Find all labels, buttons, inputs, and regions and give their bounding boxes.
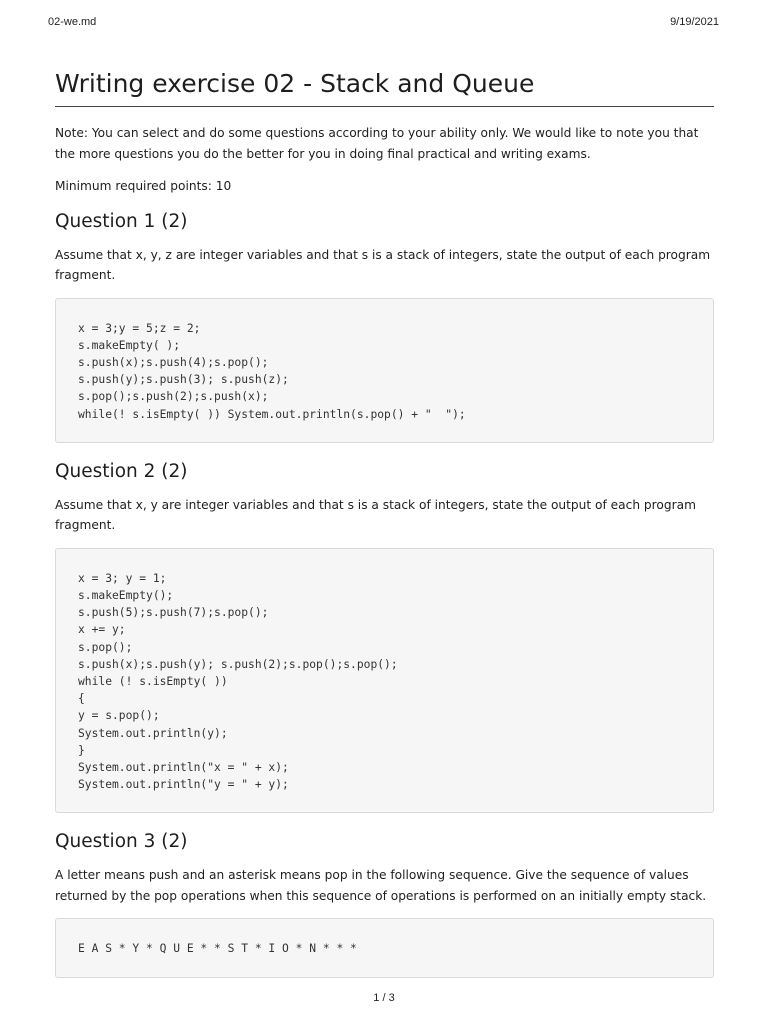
code-line: x = 3;y = 5;z = 2;	[78, 321, 201, 335]
code-line: s.makeEmpty( );	[78, 338, 181, 352]
code-line: while(! s.isEmpty( )) System.out.println(s.pop() + " ");	[78, 407, 466, 421]
question-1-text: Assume that x, y, z are integer variables and that s is a stack of integers, state the output of each program fragment.	[55, 247, 711, 282]
minimum-points: Minimum required points: 10	[55, 179, 232, 193]
document-content	[55, 68, 714, 978]
code-line: System.out.println("y = " + y);	[78, 778, 289, 792]
note-paragraph: Note: You can select and do some questions according to your ability only. We would like to note you that the more questions you do the better for you in doing final practical and writing exams.	[55, 126, 699, 161]
question-2-code-block	[55, 548, 714, 814]
print-date: 9/19/2021	[670, 16, 719, 28]
code-line: E A S * Y * Q U E * * S T * I O * N * * *	[78, 942, 357, 956]
code-line: while (! s.isEmpty( ))	[78, 674, 228, 688]
code-line: System.out.println(y);	[78, 726, 228, 740]
question-3-heading: Question 3 (2)	[55, 831, 188, 853]
question-1-heading: Question 1 (2)	[55, 210, 188, 232]
code-line: s.push(x);s.push(y); s.push(2);s.pop();s.pop();	[78, 657, 398, 671]
code-line: }	[78, 743, 85, 757]
code-line: x += y;	[78, 623, 126, 637]
code-line: s.push(y);s.push(3); s.push(z);	[78, 373, 289, 387]
question-1-code-block	[55, 298, 714, 443]
code-line: s.push(x);s.push(4);s.pop();	[78, 355, 269, 369]
code-line: s.pop();	[78, 640, 133, 654]
question-3-text: A letter means push and an asterisk means pop in the following sequence. Give the sequence of values returned by the pop operations when this sequence of operations is performed on an initially empty stack.	[55, 868, 707, 903]
print-header	[48, 16, 719, 28]
code-line: {	[78, 692, 85, 706]
question-2-heading: Question 2 (2)	[55, 460, 188, 482]
file-name: 02-we.md	[48, 16, 97, 28]
code-line: x = 3; y = 1;	[78, 571, 167, 585]
code-line: s.makeEmpty();	[78, 588, 174, 602]
page-number: 1 / 3	[373, 992, 395, 1004]
question-3-code-block	[55, 918, 714, 977]
code-line: s.push(5);s.push(7);s.pop();	[78, 606, 269, 620]
code-line: y = s.pop();	[78, 709, 160, 723]
question-2-text: Assume that x, y are integer variables and that s is a stack of integers, state the output of each program fragment.	[55, 497, 696, 533]
code-line: s.pop();s.push(2);s.push(x);	[78, 390, 269, 404]
code-line: System.out.println("x = " + x);	[78, 760, 289, 774]
document-title: Writing exercise 02 - Stack and Queue	[55, 68, 714, 107]
